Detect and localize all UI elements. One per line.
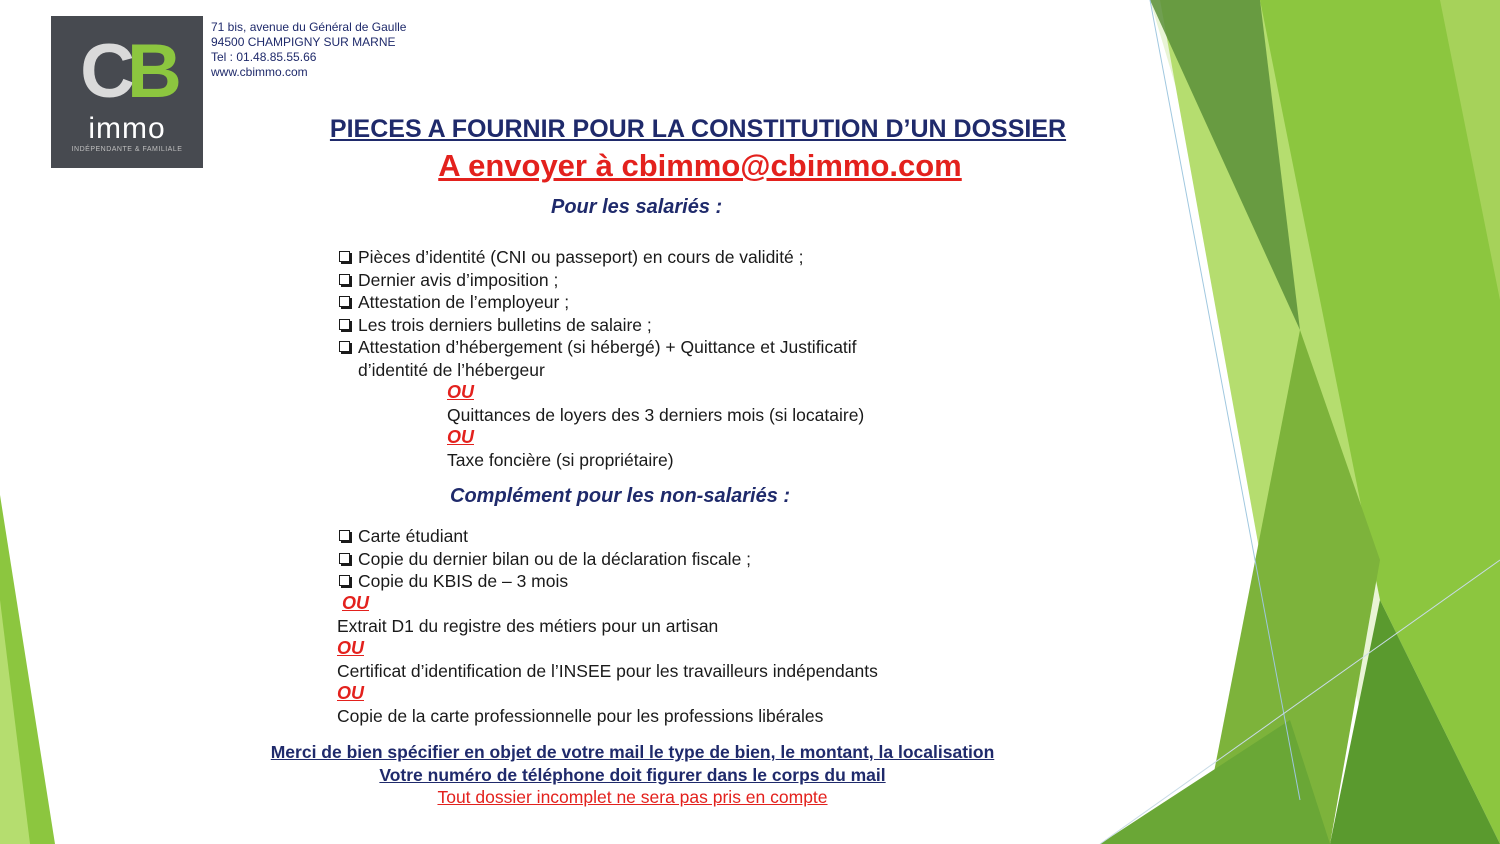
logo-letter-c: C — [80, 29, 127, 114]
non-salaries-document-list — [337, 525, 751, 593]
list-item-text: Copie du dernier bilan ou de la déclaration fiscale ; — [358, 548, 752, 569]
list-item — [337, 269, 857, 292]
alternative-text: Quittances de loyers des 3 derniers mois (si locataire) — [447, 404, 865, 425]
alternative-text: Extrait D1 du registre des métiers pour un artisan — [337, 615, 719, 636]
address-city: 94500 CHAMPIGNY SUR MARNE — [211, 35, 396, 49]
non-salaries-heading: Complément pour les non-salariés : — [450, 485, 791, 507]
checkbox-bullet-icon — [339, 251, 350, 262]
agency-address — [211, 20, 406, 80]
list-item-text: Attestation de l’employeur ; — [358, 292, 570, 312]
logo-letter-b: B — [127, 29, 174, 114]
address-website[interactable]: www.cbimmo.com — [211, 65, 308, 79]
footer-notes — [0, 741, 1265, 809]
checkbox-bullet-icon — [339, 575, 350, 586]
logo-immo: immo — [88, 112, 166, 145]
list-item-text: Dernier avis d’imposition ; — [358, 269, 559, 290]
send-to-email-link[interactable]: A envoyer à cbimmo@cbimmo.com — [438, 148, 962, 183]
alternative-text: Taxe foncière (si propriétaire) — [447, 449, 674, 470]
list-item — [337, 291, 857, 314]
address-street: 71 bis, avenue du Général de Gaulle — [211, 20, 407, 34]
footer-incomplete-warning: Tout dossier incomplet ne sera pas pris en compte — [437, 787, 828, 807]
checkbox-bullet-icon — [339, 530, 350, 541]
cb-immo-logo — [51, 16, 203, 168]
salaries-heading: Pour les salariés : — [551, 196, 723, 218]
salaries-document-list — [337, 246, 857, 381]
list-item — [337, 246, 857, 269]
or-label: OU — [342, 593, 369, 613]
footer-subject-instruction: Merci de bien spécifier en objet de votre mail le type de bien, le montant, la localisation — [270, 742, 995, 762]
logo-tagline: INDÉPENDANTE & FAMILIALE — [71, 146, 183, 153]
or-label: OU — [447, 382, 474, 402]
checkbox-bullet-icon — [339, 274, 350, 285]
checkbox-bullet-icon — [339, 296, 350, 307]
list-item-text: Carte étudiant — [358, 526, 468, 546]
alternative-text: Certificat d’identification de l’INSEE pour les travailleurs indépendants — [337, 660, 878, 681]
checkbox-bullet-icon — [339, 319, 350, 330]
list-item — [337, 314, 857, 337]
or-label: OU — [447, 427, 474, 447]
page-title: PIECES A FOURNIR POUR LA CONSTITUTION D’UN DOSSIER — [329, 115, 1067, 143]
list-item-text: Copie du KBIS de – 3 mois — [358, 571, 569, 591]
list-item-text: Attestation d’hébergement (si hébergé) + Quittance et Justificatif — [358, 337, 857, 357]
footer-phone-instruction: Votre numéro de téléphone doit figurer dans le corps du mail — [379, 764, 886, 785]
or-label: OU — [337, 638, 364, 658]
non-salaries-alternatives — [337, 592, 878, 727]
or-label: OU — [337, 683, 364, 703]
list-item — [337, 525, 751, 548]
checkbox-bullet-icon — [339, 341, 350, 352]
address-phone: Tel : 01.48.85.55.66 — [211, 50, 317, 64]
salaries-alternatives — [447, 381, 864, 471]
checkbox-bullet-icon — [339, 553, 350, 564]
list-item — [337, 548, 751, 571]
list-item — [337, 336, 857, 359]
list-item — [337, 570, 751, 593]
list-item-continuation: d’identité de l’hébergeur — [358, 359, 545, 380]
list-item-text: Les trois derniers bulletins de salaire ; — [358, 314, 652, 335]
alternative-text: Copie de la carte professionnelle pour les professions libérales — [337, 705, 824, 726]
logo-letters — [51, 29, 203, 114]
list-item-text: Pièces d’identité (CNI ou passeport) en cours de validité ; — [358, 247, 804, 267]
